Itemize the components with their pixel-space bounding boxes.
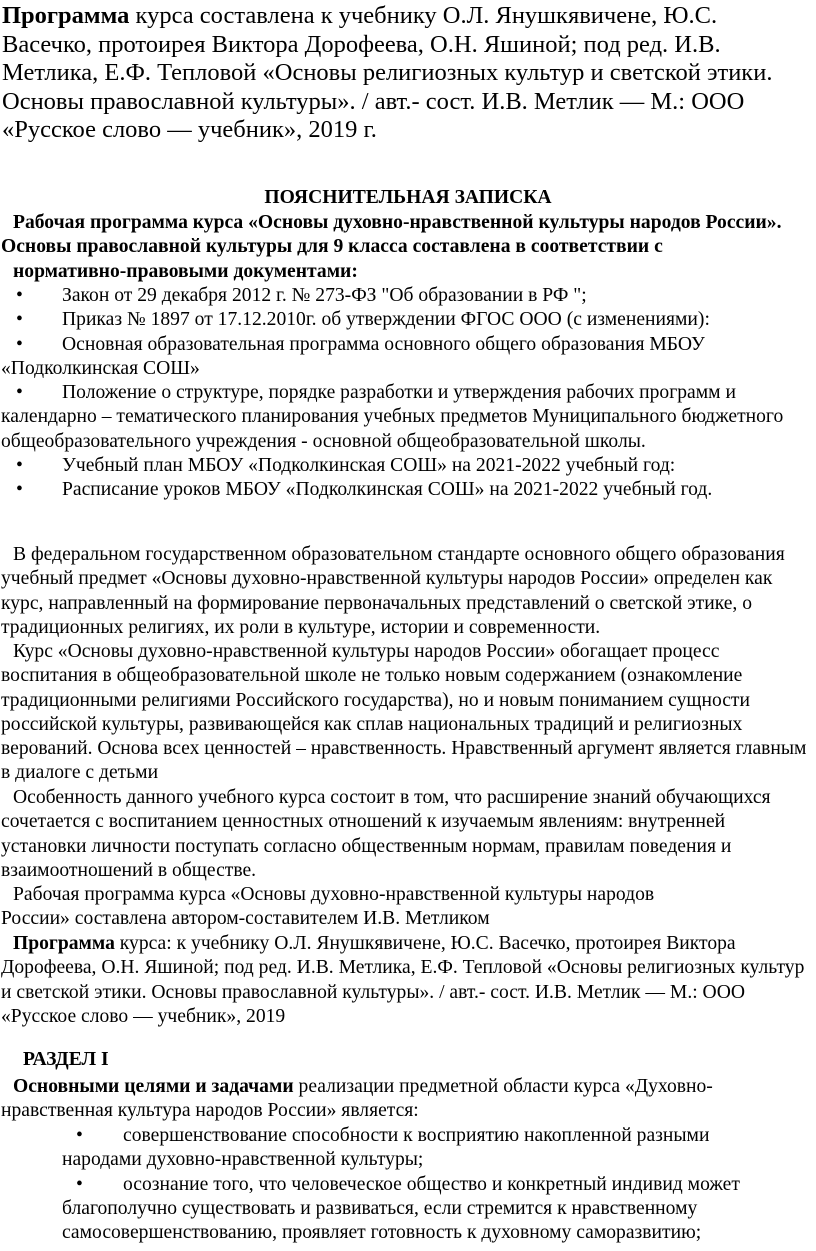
list-item	[1, 308, 815, 332]
list-item	[1, 454, 815, 478]
paragraph	[1, 640, 813, 786]
paragraph-text: В федеральном государственном образовательном стандарте основного общего образования учебный предмет «Основы духовно-нравственной культуры народов России» определен как курс, направленный на формирование первоначальных представлений о светской этике, о традиционных религиях, их роли в культуре, истории и современности.	[1, 544, 785, 638]
paragraph-text: курса: к учебнику О.Л. Янушкявичене, Ю.С. Васечко, протоирея Виктора Дорофеева, О.Н. Яшиной; под ред. И.В. Метлика, Е.Ф. Тепловой «Основы религиозных культур и светской этики. Основы православной культуры». / авт.- сост. И.В. Метлик — М.: ООО «Русское слово — учебник», 2019	[1, 933, 805, 1027]
paragraph-bold-word: Программа	[13, 933, 115, 954]
bullet-icon: •	[76, 1125, 83, 1146]
list-item-text: Приказ № 1897 от 17.12.2010г. об утверждении ФГОС ООО (с изменениями):	[62, 309, 710, 331]
list-item-text: совершенствование способности к восприятию накопленной разными народами духовно-нравственной культуры;	[62, 1125, 710, 1171]
section-intro	[1, 1075, 813, 1124]
list-item-text: Учебный план МБОУ «Подколкинская СОШ» на 2021-2022 учебный год:	[62, 455, 676, 477]
intro-paragraph	[2, 2, 808, 145]
page-title: ПОЯСНИТЕЛЬНАЯ ЗАПИСКА	[264, 187, 552, 208]
lead-line-end: нормативно-правовыми документами:	[13, 260, 358, 282]
bullet-icon: •	[16, 309, 23, 331]
list-item	[1, 284, 815, 308]
section-intro-bold: Основными целями и задачами	[13, 1076, 294, 1097]
lead-line: Рабочая программа курса «Основы духовно-нравственной культуры народов России». Основы православной культуры для 9 класса составлена в соответствии с	[1, 212, 782, 258]
bullet-icon: •	[16, 333, 23, 355]
intro-text: курса составлена к учебнику О.Л. Янушкявичене, Ю.С. Васечко, протоирея Виктора Дорофеева, О.Н. Яшиной; под ред. И.В. Метлика, Е.Ф. Тепловой «Основы религиозных культур и светской этики. Основы православной культуры». / авт.- сост. И.В. Метлик — М.: ООО «Русское слово — учебник», 2019 г.	[2, 2, 773, 144]
documents-list	[1, 284, 815, 503]
paragraph-text: Курс «Основы духовно-нравственной культуры народов России» обогащает процесс воспитания в общеобразовательной школе не только новым содержанием (ознакомление традиционными религиями Российского государства), но и новым пониманием сущности российской культуры, развивающейся как сплав национальных традиций и религиозных верований. Основа всех ценностей – нравственность. Нравственный аргумент является главным в диалоге с детьми	[1, 641, 807, 784]
paragraph-line: России» составлена автором-составителем И.В. Метликом	[1, 908, 490, 930]
paragraph-line: Рабочая программа курса «Основы духовно-нравственной культуры народов	[13, 884, 655, 905]
paragraph	[1, 932, 813, 1029]
list-item-text: Основная образовательная программа основного общего образования МБОУ «Подколкинская СОШ»	[1, 333, 705, 379]
section-title: РАЗДЕЛ I	[23, 1049, 109, 1070]
list-item	[62, 1173, 792, 1246]
paragraph-text: Особенность данного учебного курса состоит в том, что расширение знаний обучающихся сочетается с воспитанием ценностных отношений к изучаемым явлениям: внутренней установки личности поступать согласно общественным нормам, правилам поведения и взаимоотношений в обществе.	[1, 787, 771, 881]
list-item-text: Расписание уроков МБОУ «Подколкинская СОШ» на 2021-2022 учебный год.	[62, 479, 713, 501]
lead-paragraph	[1, 211, 809, 284]
list-item	[62, 1124, 792, 1173]
paragraph	[1, 543, 813, 640]
bullet-icon: •	[16, 455, 23, 477]
list-item-text: Положение о структуре, порядке разработки и утверждения рабочих программ и календарно – тематического планирования учебных предметов Муниципального бюджетного общеобразовательного учреждения - основной общеобразовательной школы.	[1, 382, 784, 452]
paragraph	[1, 786, 813, 883]
list-item-text: осознание того, что человеческое общество и конкретный индивид может благополучно существовать и развиваться, если стремится к нравственному самосовершенствованию, проявляет готовность к духовному саморазвитию;	[62, 1173, 740, 1244]
goals-list	[62, 1124, 792, 1245]
intro-bold-word: Программа	[2, 2, 130, 29]
list-item	[1, 333, 815, 382]
section-intro-text: реализации предметной области курса «Духовно-нравственная культура народов России» является:	[1, 1076, 713, 1122]
bullet-icon: •	[16, 479, 23, 501]
paragraph	[1, 883, 813, 932]
bullet-icon: •	[16, 382, 23, 404]
bullet-icon: •	[16, 285, 23, 306]
bullet-icon: •	[76, 1173, 83, 1195]
list-item	[1, 478, 815, 502]
list-item-text: Закон от 29 декабря 2012 г. № 273-ФЗ "Об образовании в РФ ";	[62, 285, 587, 306]
list-item	[1, 381, 815, 454]
